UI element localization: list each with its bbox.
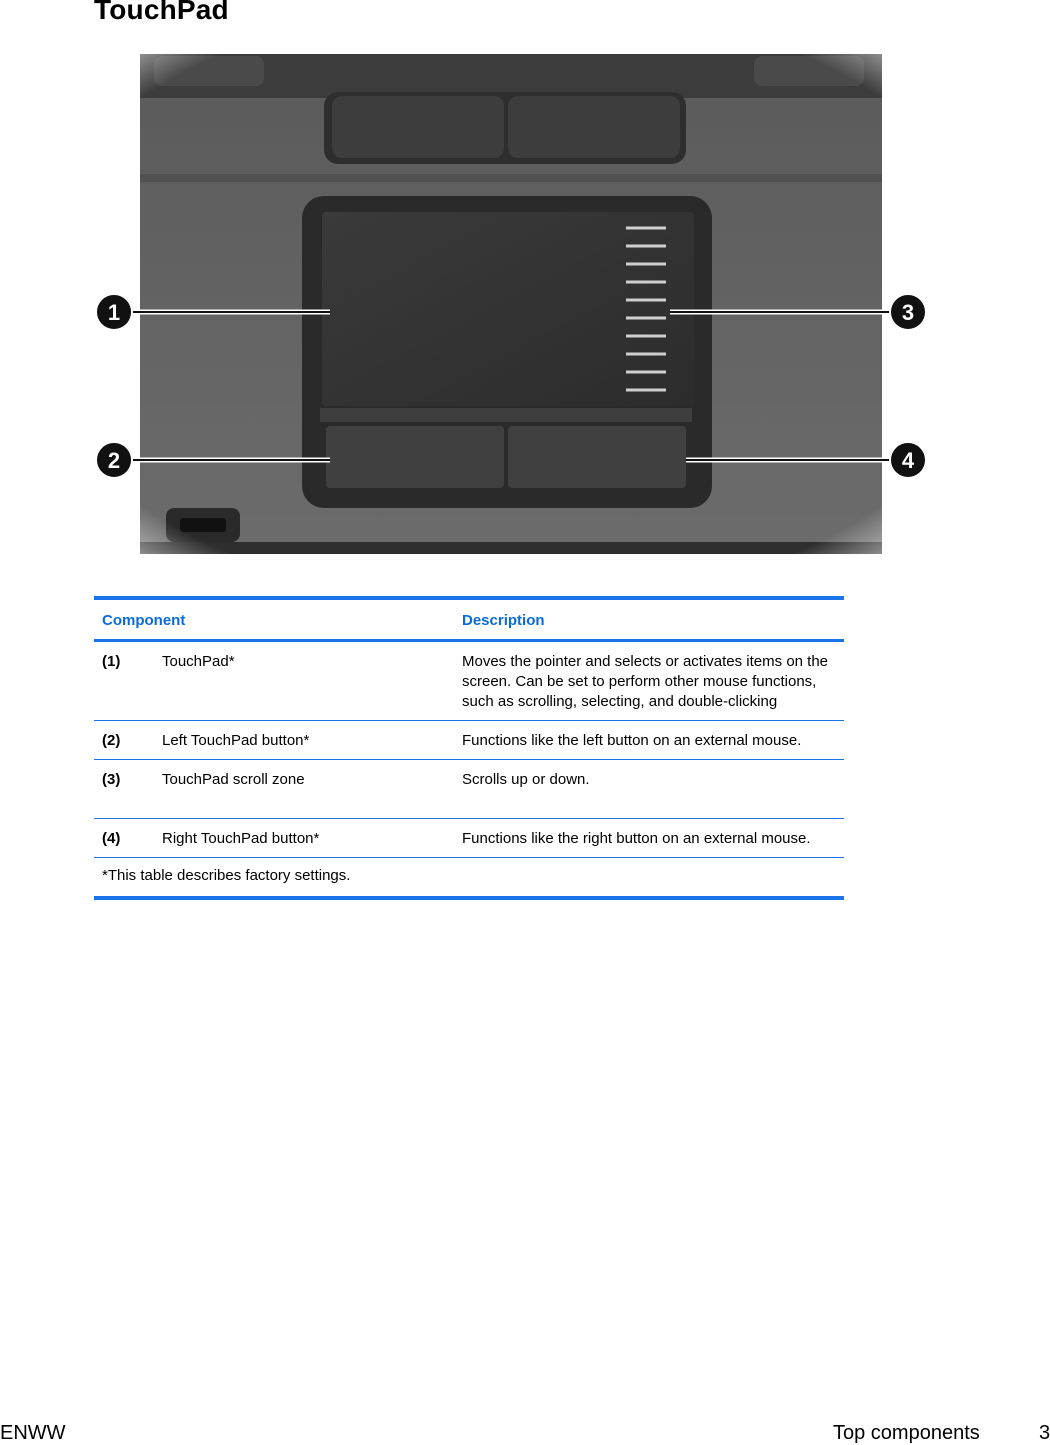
svg-text:4: 4 bbox=[901, 448, 915, 473]
row-component: TouchPad* bbox=[154, 641, 454, 721]
row-component: Right TouchPad button* bbox=[154, 819, 454, 858]
footer-page-number: 3 bbox=[1039, 1422, 1050, 1444]
table-footnote: *This table describes factory settings. bbox=[94, 858, 844, 899]
components-table bbox=[94, 596, 844, 900]
row-number: (3) bbox=[94, 760, 154, 819]
row-component: Left TouchPad button* bbox=[154, 721, 454, 760]
callout-1 bbox=[96, 294, 132, 330]
row-description: Functions like the right button on an external mouse. bbox=[454, 819, 844, 858]
table-row bbox=[94, 721, 844, 760]
svg-text:2: 2 bbox=[107, 448, 121, 473]
callout-4 bbox=[890, 442, 926, 478]
table-header-row bbox=[94, 598, 844, 641]
footer-doc-code: ENWW bbox=[0, 1422, 66, 1444]
row-number: (2) bbox=[94, 721, 154, 760]
page-title: TouchPad bbox=[94, 0, 229, 25]
header-component: Component bbox=[94, 598, 454, 641]
row-description: Scrolls up or down. bbox=[454, 760, 844, 819]
callout-2 bbox=[96, 442, 132, 478]
table-footnote-row bbox=[94, 858, 844, 899]
table-row bbox=[94, 819, 844, 858]
row-description: Functions like the left button on an external mouse. bbox=[454, 721, 844, 760]
row-description: Moves the pointer and selects or activates items on the screen. Can be set to perform other mouse functions, such as scrolling, selecting, and double-clicking bbox=[454, 641, 844, 721]
footer-section-title: Top components bbox=[833, 1422, 980, 1444]
svg-text:3: 3 bbox=[901, 300, 915, 325]
table-row bbox=[94, 760, 844, 819]
row-number: (1) bbox=[94, 641, 154, 721]
table-row bbox=[94, 641, 844, 721]
svg-text:1: 1 bbox=[107, 300, 121, 325]
row-component: TouchPad scroll zone bbox=[154, 760, 454, 819]
header-description: Description bbox=[454, 598, 844, 641]
laptop-touchpad-photo bbox=[94, 46, 928, 558]
touchpad-figure bbox=[94, 46, 928, 558]
callout-3 bbox=[890, 294, 926, 330]
row-number: (4) bbox=[94, 819, 154, 858]
